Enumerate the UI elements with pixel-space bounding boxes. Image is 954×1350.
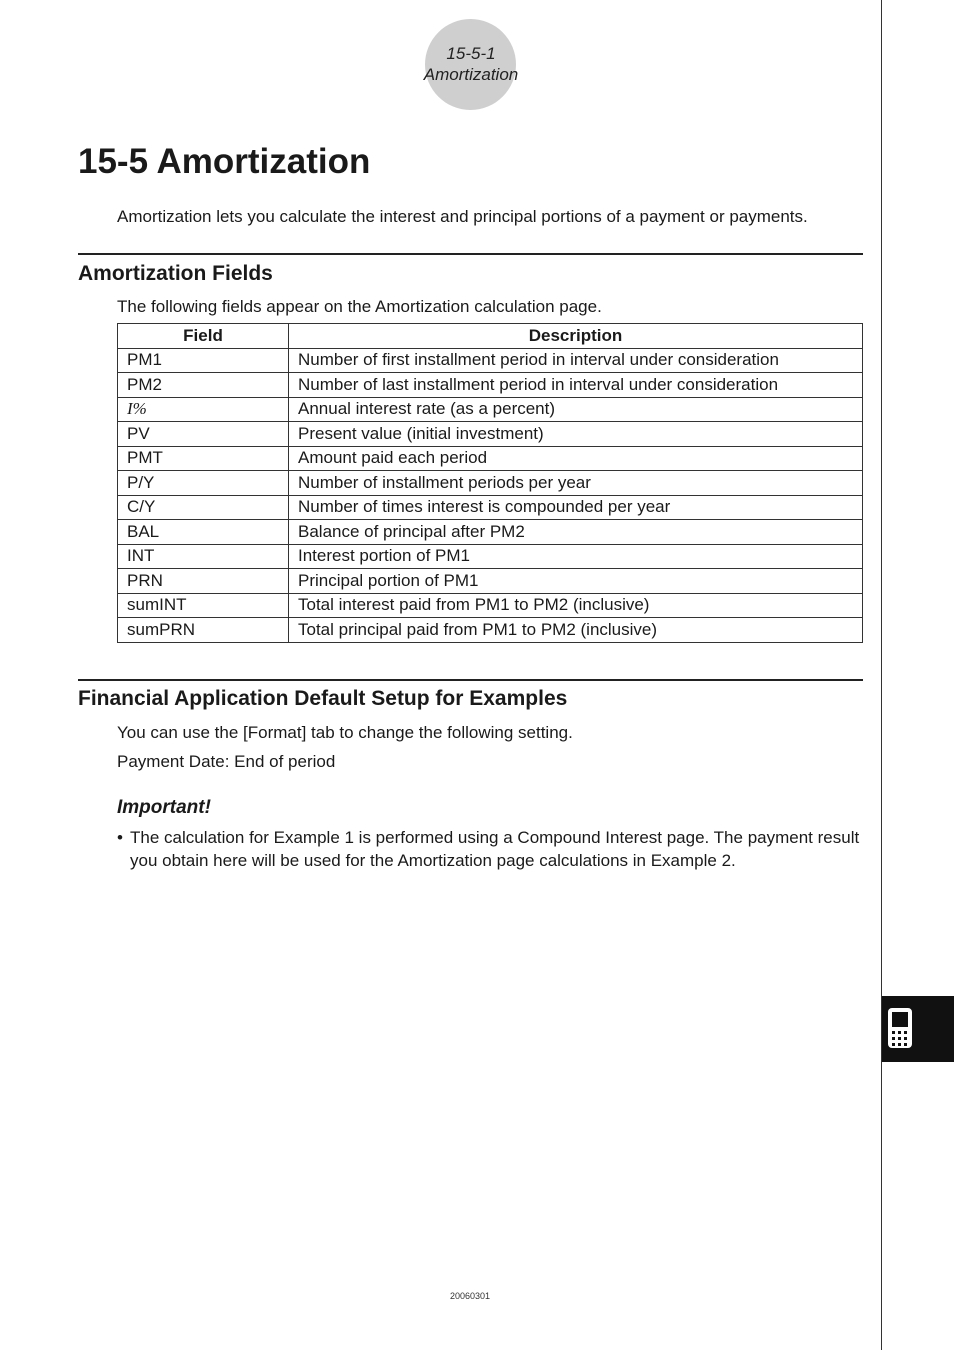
table-row — [118, 569, 863, 594]
fields-lead-text: The following fields appear on the Amortization calculation page. — [117, 297, 602, 316]
column-header-field: Field — [118, 324, 289, 349]
field-name-cell: BAL — [118, 520, 289, 545]
field-name-cell: P/Y — [118, 471, 289, 496]
table-row — [118, 544, 863, 569]
table-row — [118, 520, 863, 545]
section-heading-amortization-fields: Amortization Fields — [78, 262, 273, 285]
field-description-cell: Number of first installment period in interval under consideration — [289, 348, 863, 373]
field-description-cell: Amount paid each period — [289, 446, 863, 471]
field-name-cell: I% — [118, 397, 289, 422]
setup-paragraph: You can use the [Format] tab to change the following setting. — [117, 723, 573, 742]
table-row — [118, 618, 863, 643]
payment-date-setting: Payment Date: End of period — [117, 752, 336, 771]
field-description-cell: Principal portion of PM1 — [289, 569, 863, 594]
section-heading-default-setup: Financial Application Default Setup for Examples — [78, 687, 568, 710]
field-description-cell: Total interest paid from PM1 to PM2 (inclusive) — [289, 593, 863, 618]
bullet-text: The calculation for Example 1 is performed using a Compound Interest page. The payment result you obtain here will be used for the Amortization page calculations in Example 2. — [130, 828, 860, 870]
footer-code: 20060301 — [449, 1291, 491, 1301]
field-description-cell: Number of installment periods per year — [289, 471, 863, 496]
table-row — [118, 495, 863, 520]
column-header-description: Description — [289, 324, 863, 349]
field-description-cell: Present value (initial investment) — [289, 422, 863, 447]
table-row — [118, 397, 863, 422]
table-row — [118, 422, 863, 447]
table-row — [118, 471, 863, 496]
page-number: 15-5-1 — [446, 44, 496, 63]
margin-rule — [881, 0, 882, 1350]
bullet-mark: • — [117, 828, 123, 847]
calculator-icon — [886, 1006, 914, 1050]
field-name-cell: sumINT — [118, 593, 289, 618]
field-name-cell: PV — [118, 422, 289, 447]
table-row — [118, 593, 863, 618]
field-description-cell: Balance of principal after PM2 — [289, 520, 863, 545]
table-row — [118, 373, 863, 398]
intro-paragraph: Amortization lets you calculate the interest and principal portions of a payment or payments. — [117, 207, 808, 226]
field-name-cell: PRN — [118, 569, 289, 594]
table-row — [118, 446, 863, 471]
page-section-name: Amortization — [423, 65, 519, 84]
field-description-cell: Number of times interest is compounded per year — [289, 495, 863, 520]
field-name-cell: PMT — [118, 446, 289, 471]
field-description-cell: Interest portion of PM1 — [289, 544, 863, 569]
field-name-cell: C/Y — [118, 495, 289, 520]
page-title: 15-5 Amortization — [78, 142, 371, 181]
field-description-cell: Total principal paid from PM1 to PM2 (inclusive) — [289, 618, 863, 643]
field-name-cell: PM2 — [118, 373, 289, 398]
important-label: Important! — [117, 797, 211, 818]
field-name-cell: INT — [118, 544, 289, 569]
field-description-cell: Number of last installment period in interval under consideration — [289, 373, 863, 398]
chapter-tab — [882, 996, 954, 1062]
field-name-cell: PM1 — [118, 348, 289, 373]
section-divider — [78, 253, 863, 255]
table-row — [118, 348, 863, 373]
field-name-cell: sumPRN — [118, 618, 289, 643]
fields-table — [117, 323, 863, 643]
table-header-row — [118, 324, 863, 349]
field-description-cell: Annual interest rate (as a percent) — [289, 397, 863, 422]
section-divider — [78, 679, 863, 681]
